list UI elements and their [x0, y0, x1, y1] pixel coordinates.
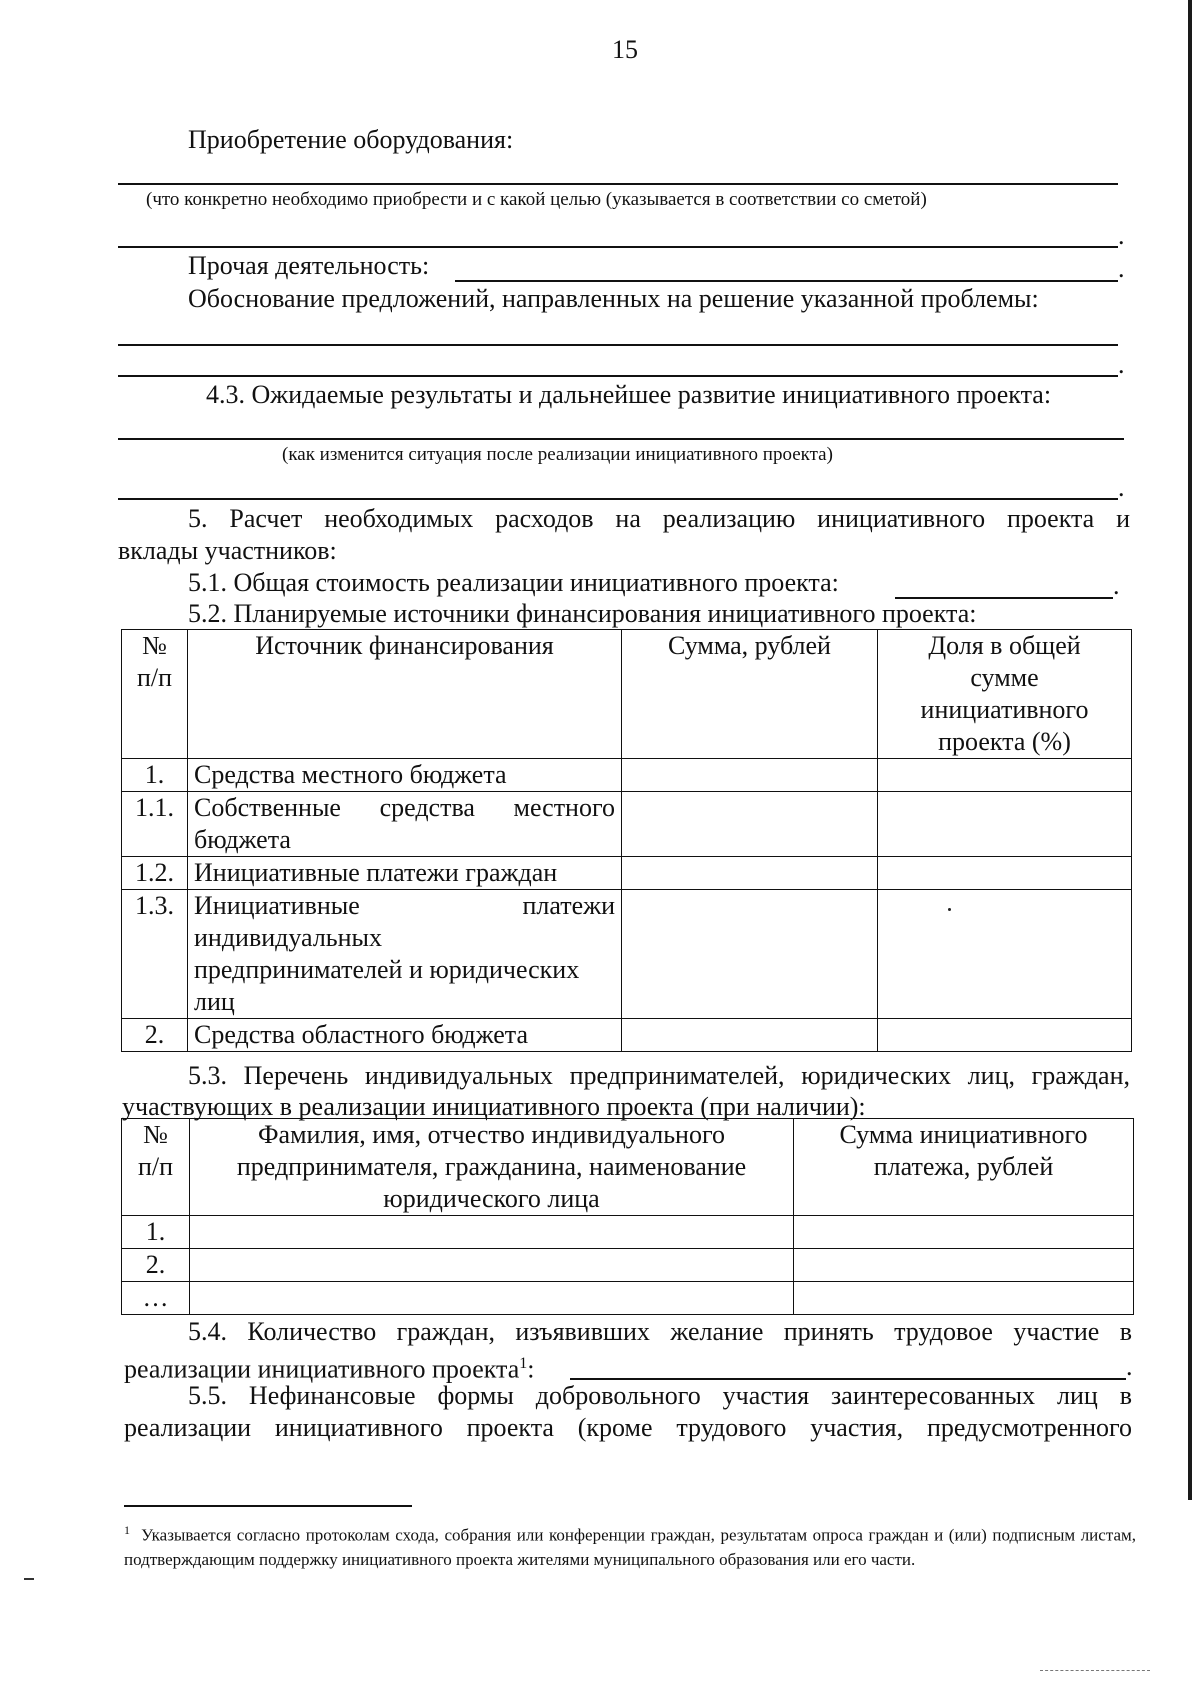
header-num: № п/п [122, 1119, 190, 1216]
stray-scan-dot [948, 908, 951, 911]
row-share-cell[interactable] [878, 1019, 1132, 1052]
row-name-cell[interactable] [190, 1282, 794, 1315]
labor-end-dot: . [1126, 1352, 1133, 1381]
total-cost-label: 5.1. Общая стоимость реализации инициативного проекта: [188, 568, 839, 597]
row-share-cell[interactable] [878, 792, 1132, 857]
header-sum: Сумма, рублей [622, 630, 878, 759]
row-name-cell[interactable] [190, 1216, 794, 1249]
equipment-blank-line-2[interactable] [118, 246, 1118, 248]
table-row [122, 1216, 1134, 1249]
equipment-hint: (что конкретно необходимо приобрести и с какой целью (указывается в соответствии со сметой) [146, 189, 927, 210]
participants-table [121, 1118, 1134, 1315]
row-sum-cell[interactable] [622, 792, 878, 857]
justification-end-dot: . [1118, 350, 1125, 379]
expected-results-end-dot: . [1118, 473, 1125, 502]
funding-sources-table [121, 629, 1132, 1052]
header-share: Доля в общей сумме инициативного проекта (%) [878, 630, 1132, 759]
total-cost-end-dot: . [1113, 571, 1120, 600]
row-sum-cell[interactable] [622, 890, 878, 1019]
row-source: Инициативные платежи граждан [188, 857, 622, 890]
row-num: 1.1. [122, 792, 188, 857]
calc-paragraph-line1: 5. Расчет необходимых расходов на реализацию инициативного проекта и [188, 504, 1130, 533]
other-activity-end-dot: . [1118, 254, 1125, 283]
row-share-cell[interactable] [878, 890, 1132, 1019]
expected-results-blank-line-2[interactable] [118, 498, 1118, 500]
footnote-text [124, 1518, 1136, 1572]
table-header-row [122, 1119, 1134, 1216]
justification-blank-line[interactable] [118, 344, 1118, 346]
row-num: … [122, 1282, 190, 1315]
row-num: 2. [122, 1019, 188, 1052]
table-row [122, 857, 1132, 890]
header-source: Источник финансирования [188, 630, 622, 759]
table-row [122, 759, 1132, 792]
row-num: 1.2. [122, 857, 188, 890]
other-activity-blank-line[interactable] [455, 280, 1118, 282]
row-num: 1.3. [122, 890, 188, 1019]
row-share-cell[interactable] [878, 759, 1132, 792]
table-row [122, 1282, 1134, 1315]
table-row [122, 1249, 1134, 1282]
row-num: 1. [122, 759, 188, 792]
other-activity-label: Прочая деятельность: [188, 251, 430, 280]
page-edge-scan-line [1188, 0, 1192, 1500]
scan-artifact-dash [24, 1578, 34, 1580]
equipment-end-dot: . [1118, 221, 1125, 250]
row-source: Средства областного бюджета [188, 1019, 622, 1052]
footnote-separator [124, 1505, 412, 1507]
row-sum-cell[interactable] [794, 1216, 1134, 1249]
table-row [122, 792, 1132, 857]
row-num: 1. [122, 1216, 190, 1249]
row-source: Средства местного бюджета [188, 759, 622, 792]
row-sum-cell[interactable] [622, 1019, 878, 1052]
row-sum-cell[interactable] [622, 759, 878, 792]
row-share-cell[interactable] [878, 857, 1132, 890]
calc-paragraph-line2: вклады участников: [118, 536, 337, 565]
expected-results-label: 4.3. Ожидаемые результаты и дальнейшее развитие инициативного проекта: [206, 380, 1052, 409]
expected-results-hint: (как изменится ситуация после реализации инициативного проекта) [282, 444, 833, 465]
labor-text: реализации инициативного проекта [124, 1354, 520, 1384]
page-number: 15 [612, 35, 638, 64]
footnote-body: Указывается согласно протоколам схода, собрания или конференции граждан, результатам опроса граждан и (или) подписным листам, подтверждающим поддержку инициативного проекта жителями муниципального образования или его части. [124, 1525, 1137, 1569]
equipment-blank-line[interactable] [118, 183, 1118, 185]
expected-results-blank-line[interactable] [118, 438, 1124, 440]
list-paragraph-line2: участвующих в реализации инициативного проекта (при наличии): [122, 1092, 866, 1121]
equipment-label: Приобретение оборудования: [188, 125, 514, 154]
labor-colon: : [527, 1354, 535, 1384]
list-paragraph-line1: 5.3. Перечень индивидуальных предпринимателей, юридических лиц, граждан, [188, 1061, 1130, 1090]
row-source: Инициативные платежи индивидуальных предпринимателей и юридических лиц [188, 890, 622, 1019]
footnote-reference: 1 [519, 1355, 528, 1372]
justification-blank-line-2[interactable] [118, 375, 1118, 377]
labor-paragraph-line1: 5.4. Количество граждан, изъявивших желание принять трудовое участие в [188, 1317, 1132, 1346]
header-participant-name: Фамилия, имя, отчество индивидуального предпринимателя, гражданина, наименование юридического лица [190, 1119, 794, 1216]
table-row [122, 1019, 1132, 1052]
row-name-cell[interactable] [190, 1249, 794, 1282]
header-num: № п/п [122, 630, 188, 759]
nonfin-paragraph-line1: 5.5. Нефинансовые формы добровольного участия заинтересованных лиц в [188, 1381, 1132, 1410]
row-num: 2. [122, 1249, 190, 1282]
row-sum-cell[interactable] [622, 857, 878, 890]
scan-artifact-dash [1040, 1670, 1150, 1672]
header-payment-sum: Сумма инициативного платежа, рублей [794, 1119, 1134, 1216]
row-source: Собственные средства местного бюджета [188, 792, 622, 857]
justification-label: Обоснование предложений, направленных на решение указанной проблемы: [188, 284, 1039, 313]
sources-label: 5.2. Планируемые источники финансирования инициативного проекта: [188, 599, 977, 628]
footnote-marker: 1 [124, 1523, 130, 1537]
row-sum-cell[interactable] [794, 1249, 1134, 1282]
table-row [122, 890, 1132, 1019]
table-header-row [122, 630, 1132, 759]
nonfin-paragraph-line2: реализации инициативного проекта (кроме трудового участия, предусмотренного [124, 1413, 1132, 1442]
row-sum-cell[interactable] [794, 1282, 1134, 1315]
